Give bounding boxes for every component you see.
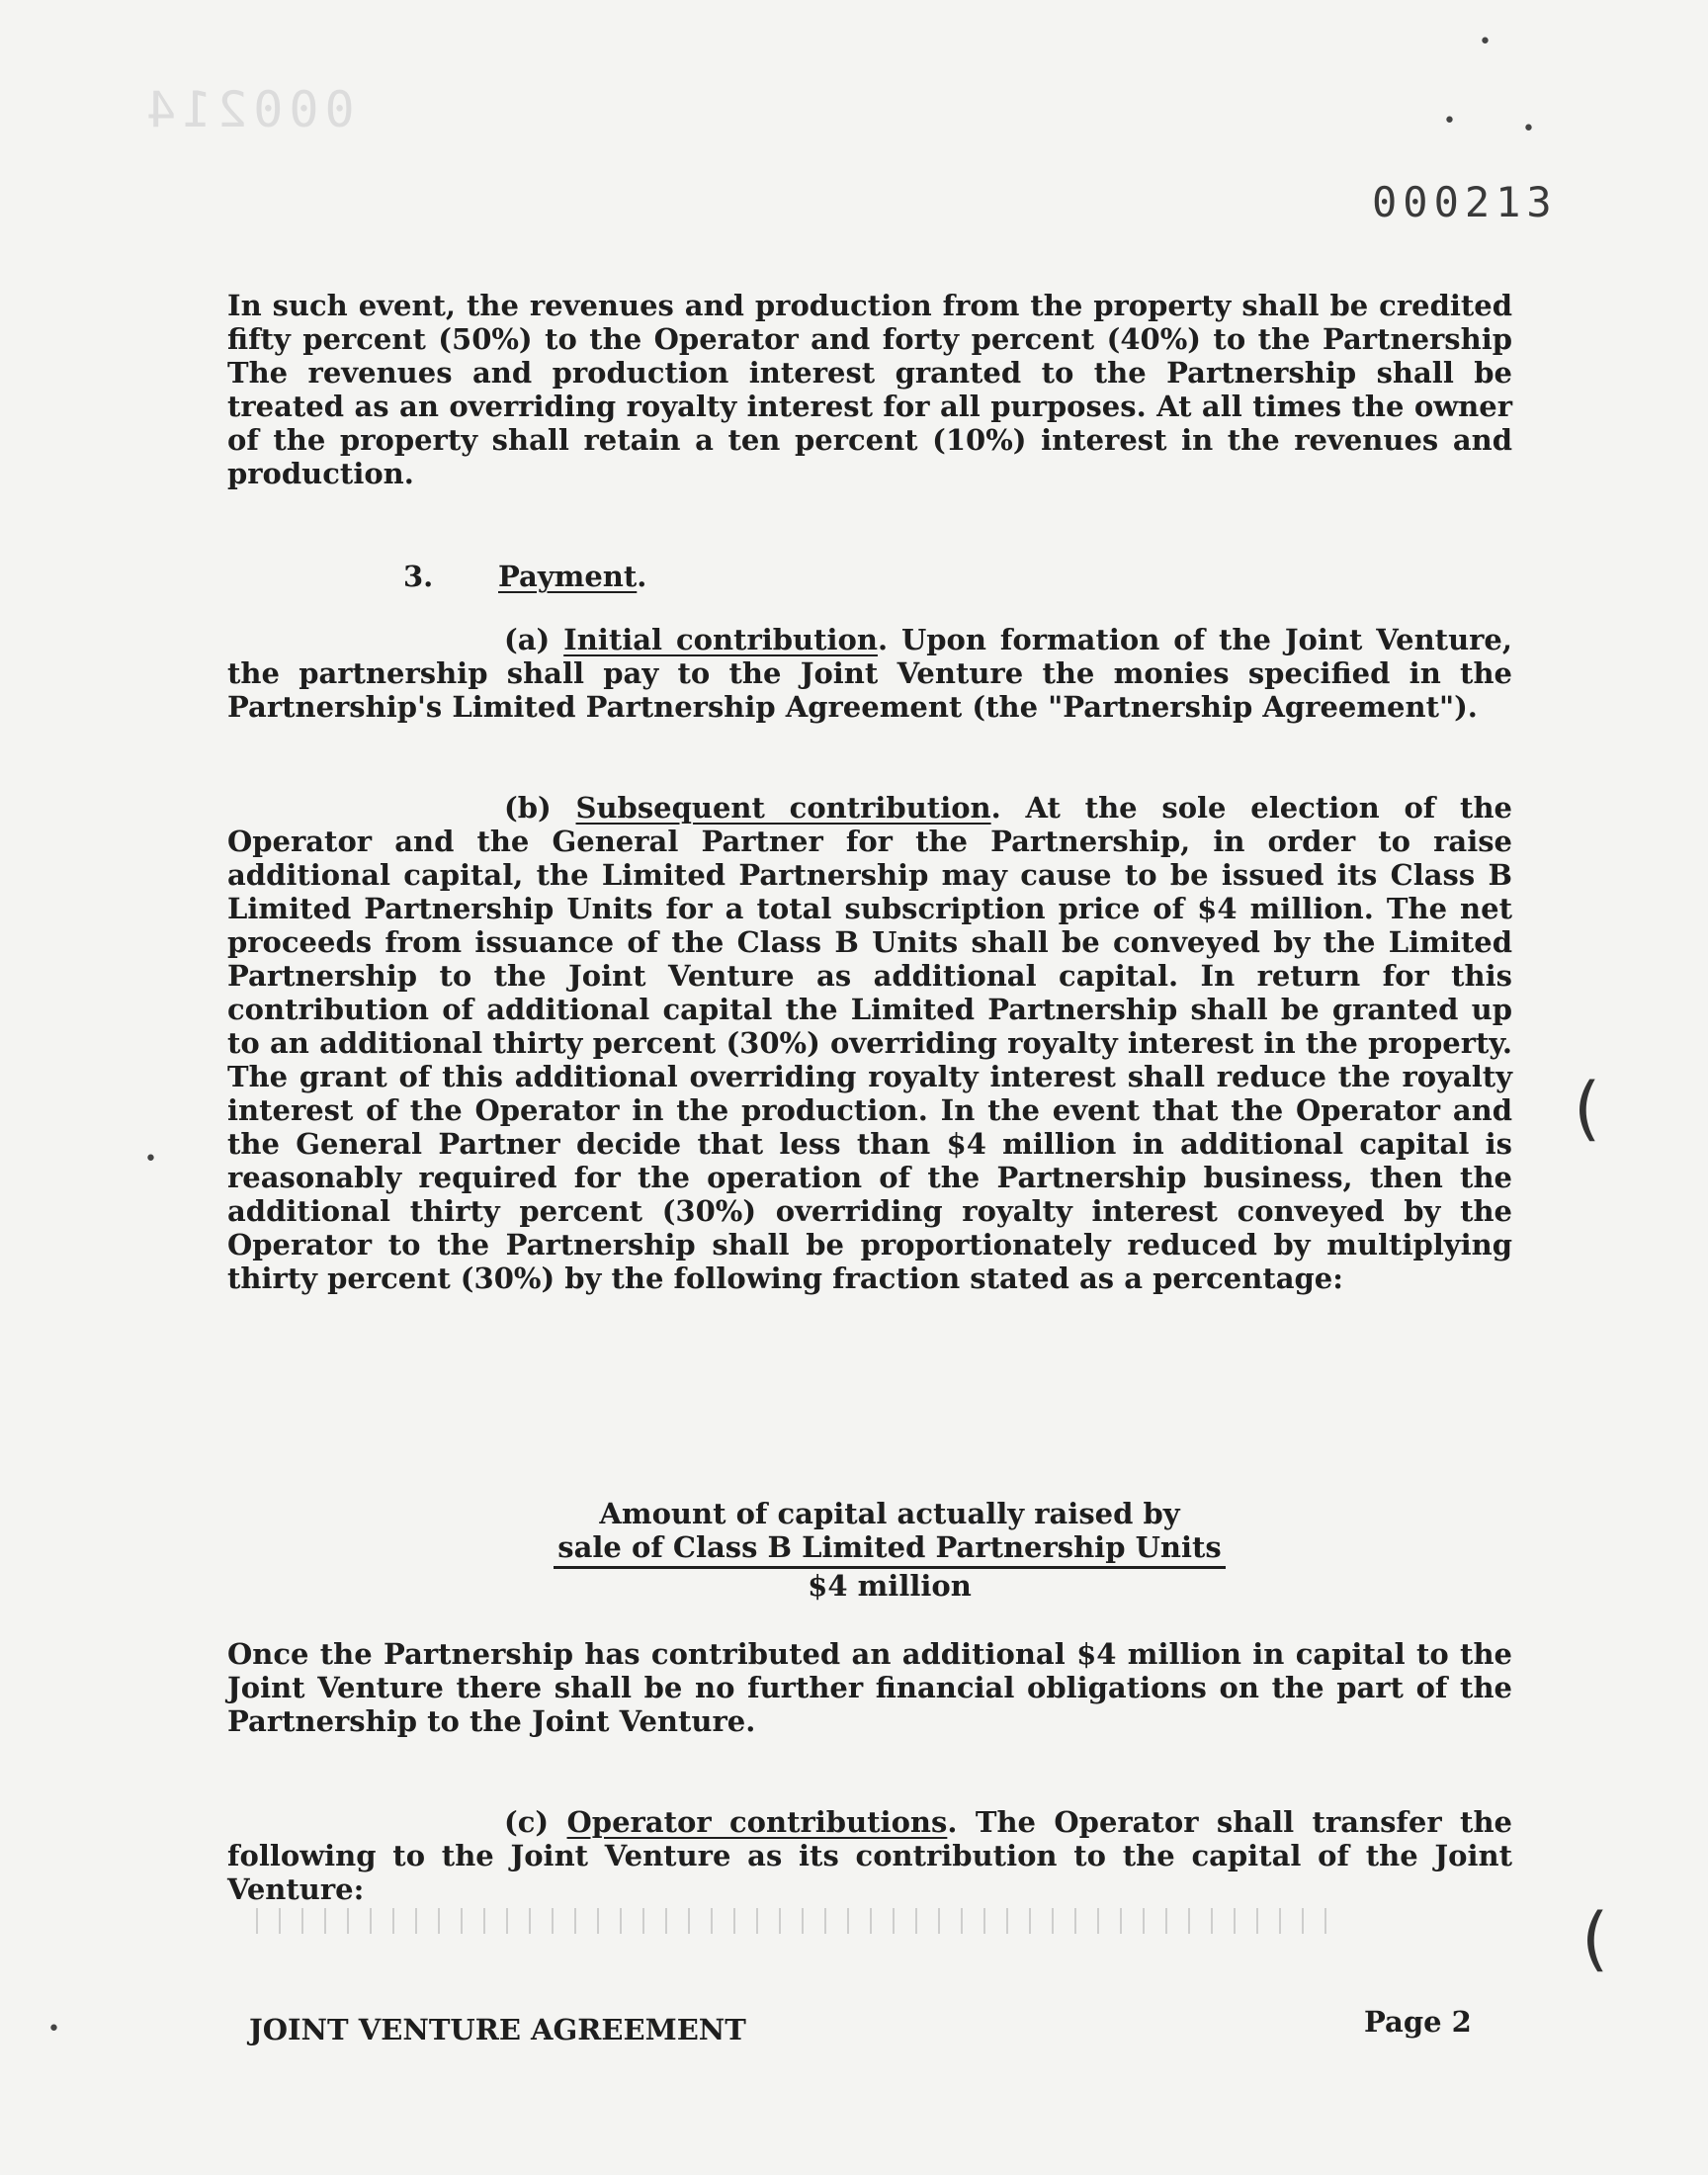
scan-speckle: • [1522,117,1535,141]
scan-speckle: • [1443,109,1456,133]
binding-mark-lower: ( [1581,1898,1609,1979]
paragraph-c-label: (c) [504,1805,550,1839]
paragraph-a: (a) Initial contribution. Upon formation of the Joint Venture, the partnership shall pay to the Joint Venture the monies specified in the Partnership's Limited Partnership Agreement (the "Partnership Agreement"). [227,623,1512,724]
paragraph-b-label: (b) [504,791,552,825]
fraction-denominator: $4 million [808,1569,972,1603]
once-paragraph: Once the Partnership has contributed an additional $4 million in capital to the Joint Venture there shall be no further financial obligations on the part of the Partnership to the Joint Venture. [227,1637,1512,1738]
scan-speckle: • [144,1147,157,1172]
scan-speckle: • [47,2017,60,2042]
bates-stamp-number: 000213 [1372,178,1558,226]
section-heading: 3. Payment. [403,560,647,593]
scan-noise [247,1908,1334,1934]
section-number: 3. [403,560,434,593]
faint-bleedthrough-number: 000214 [140,81,355,138]
binding-mark-upper: ( [1574,1068,1601,1149]
paragraph-a-label: (a) [504,623,551,656]
scan-speckle: • [1479,30,1492,54]
paragraph-c: (c) Operator contributions. The Operator shall transfer the following to the Joint Venture as its contribution to the capital of the Joint Venture: [227,1805,1512,1906]
fraction-formula [455,1497,1324,1603]
paragraph-b: (b) Subsequent contribution. At the sole election of the Operator and the General Partner for the Partnership, in order to raise additional capital, the Limited Partnership may cause to be issued its Class B Limited Partnership Units for a total subscription price of $4 million. The net proceeds from issuance of the Class B Units shall be conveyed by the Limited Partnership to the Joint Venture as additional capital. In return for this contribution of additional capital the Limited Partnership shall be granted up to an additional thirty percent (30%) overriding royalty interest in the property. The grant of this additional overriding royalty interest shall reduce the royalty interest of the Operator in the production. In the event that the Operator and the General Partner decide that less than $4 million in additional capital is reasonably required for the operation of the Partnership business, then the additional thirty percent (30%) overriding royalty interest conveyed by the Operator to the Partnership shall be proportionately reduced by multiplying thirty percent (30%) by the following fraction stated as a percentage: [227,791,1512,1295]
paragraph-a-text: Upon formation of the Joint Venture, the partnership shall pay to the Joint Venture the monies specified in the Partnership's Limited Partnership Agreement (the "Partnership Agreement"). [227,623,1512,724]
fraction-numerator-line2: sale of Class B Limited Partnership Units [554,1530,1225,1569]
section-title: Payment [498,560,638,593]
page-number: Page 2 [1364,2005,1472,2039]
paragraph-b-text: At the sole election of the Operator and the General Partner for the Partnership, in order to raise additional capital, the Limited Partnership may cause to be issued its Class B Limited Partnership Units for a total subscription price of $4 million. The net proceeds from issuance of the Class B Units shall be conveyed by the Limited Partnership to the Joint Venture as additional capital. In return for this contribution of additional capital the Limited Partnership shall be granted up to an additional thirty percent (30%) overriding royalty interest in the property. The grant of this additional overriding royalty interest shall reduce the royalty interest of the Operator in the production. In the event that the Operator and the General Partner decide that less than $4 million in additional capital is reasonably required for the operation of the Partnership business, then the additional thirty percent (30%) overriding royalty interest conveyed by the Operator to the Partnership shall be proportionately reduced by multiplying thirty percent (30%) by the following fraction stated as a percentage: [227,791,1512,1295]
intro-paragraph: In such event, the revenues and production from the property shall be credited fifty percent (50%) to the Operator and forty percent (40%) to the Partnership The revenues and production interest granted to the Partnership shall be treated as an overriding royalty interest for all purposes. At all times the owner of the property shall retain a ten percent (10%) interest in the revenues and production. [227,289,1512,490]
paragraph-c-title: Operator contributions [566,1805,948,1839]
paragraph-c-text: The Operator shall transfer the following to the Joint Venture as its contribution to the capital of the Joint Venture: [227,1805,1512,1906]
footer-title: JOINT VENTURE AGREEMENT [249,2013,746,2046]
paragraph-b-title: Subsequent contribution [575,791,991,825]
paragraph-a-title: Initial contribution [563,623,878,656]
fraction-numerator-line1: Amount of capital actually raised by [599,1497,1180,1530]
